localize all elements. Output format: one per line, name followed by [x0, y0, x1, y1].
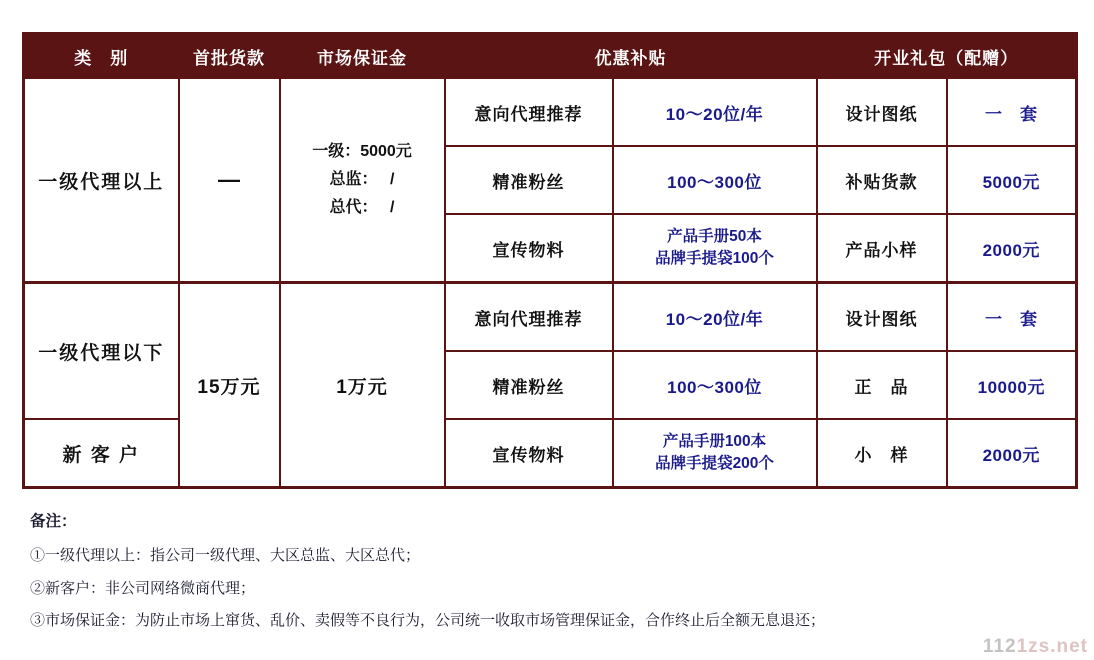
gift-value: 5000元: [947, 146, 1077, 214]
subsidy-value: 100～300位: [613, 146, 817, 214]
subsidy-label: 宣传物料: [445, 419, 613, 488]
gift-label: 产品小样: [817, 214, 947, 283]
deposit-group1: [280, 78, 445, 283]
subsidy-label: 精准粉丝: [445, 351, 613, 419]
gift-value: 2000元: [947, 419, 1077, 488]
subsidy-value: 10～20位/年: [613, 283, 817, 352]
category-label-group1: 一级代理以上: [24, 78, 179, 283]
policy-table-container: [22, 32, 1075, 489]
subsidy-value-line: 品牌手提袋100个: [655, 250, 774, 267]
subsidy-label: 意向代理推荐: [445, 78, 613, 146]
category-label-group2-a: 一级代理以下: [24, 283, 179, 420]
first-payment-group2: 15万元: [179, 283, 280, 488]
gift-label: 正 品: [817, 351, 947, 419]
deposit-group2: 1万元: [280, 283, 445, 488]
gift-label: 补贴货款: [817, 146, 947, 214]
watermark: [983, 636, 1088, 658]
notes-title: 备注：: [30, 513, 77, 530]
gift-value: 10000元: [947, 351, 1077, 419]
category-label-group2-b: 新 客 户: [24, 419, 179, 488]
header-category: 类 别: [24, 34, 179, 79]
gift-value: 2000元: [947, 214, 1077, 283]
deposit-line: 总代： /: [329, 199, 395, 216]
notes-section: [30, 505, 1060, 637]
gift-label: 设计图纸: [817, 283, 947, 352]
policy-table: [22, 32, 1078, 489]
subsidy-label: 意向代理推荐: [445, 283, 613, 352]
subsidy-value-line: 产品手册50本: [667, 227, 762, 245]
note-item: ③市场保证金：为防止市场上窜货、乱价、卖假等不良行为，公司统一收取市场管理保证金，合作终止后全额无息退还；: [30, 611, 826, 629]
subsidy-value-line: 品牌手提袋200个: [655, 455, 774, 472]
header-first-payment: 首批货款: [179, 34, 280, 79]
watermark-text-2: 1zs.net: [1016, 636, 1088, 657]
gift-value: 一 套: [947, 78, 1077, 146]
deposit-line: 一级：5000元: [312, 143, 412, 160]
deposit-line: 总监： /: [329, 171, 395, 188]
watermark-text-1: 112: [982, 636, 1017, 657]
subsidy-value: 100～300位: [613, 351, 817, 419]
gift-value: 一 套: [947, 283, 1077, 352]
table-row: [24, 78, 1077, 146]
subsidy-value-line: 产品手册100本: [662, 432, 767, 450]
subsidy-label: 精准粉丝: [445, 146, 613, 214]
table-row: [24, 283, 1077, 352]
subsidy-value: 10～20位/年: [613, 78, 817, 146]
table-header-row: [24, 34, 1077, 79]
note-item: ②新客户：非公司网络微商代理；: [30, 579, 256, 597]
header-subsidy: 优惠补贴: [445, 34, 817, 79]
subsidy-value: [613, 419, 817, 488]
note-item: ①一级代理以上：指公司一级代理、大区总监、大区总代；: [30, 547, 421, 565]
first-payment-group1: —: [179, 78, 280, 283]
subsidy-value: [613, 214, 817, 283]
header-gift: 开业礼包（配赠）: [817, 34, 1077, 79]
header-deposit: 市场保证金: [280, 34, 445, 79]
gift-label: 设计图纸: [817, 78, 947, 146]
gift-label: 小 样: [817, 419, 947, 488]
subsidy-label: 宣传物料: [445, 214, 613, 283]
